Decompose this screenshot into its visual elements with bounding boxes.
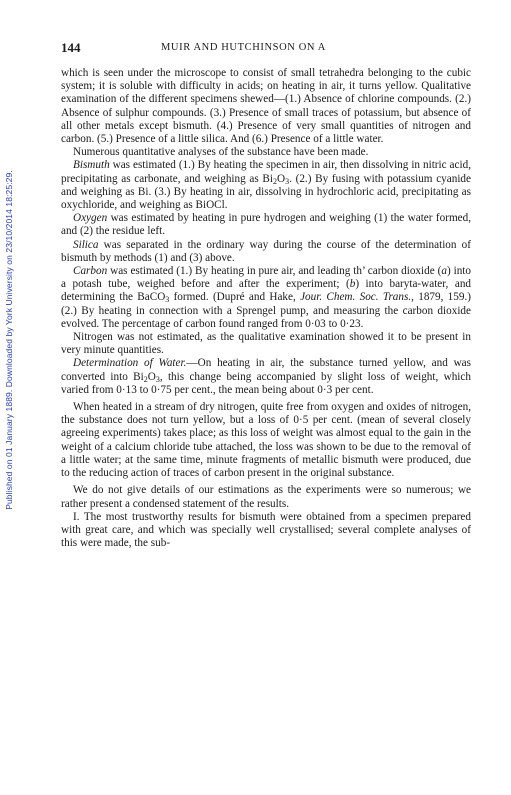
paragraph-nitrogen: Nitrogen was not estimated, as the qualitative examination showed it to be present in very minute quantities. [61, 331, 471, 357]
page-number: 144 [61, 40, 81, 55]
paragraph-water-determination: Determination of Water.—On heating in air, the substance turned yellow, and was converted into $Bi_2O_3$, this change being accompanied by slight loss of weight, which varied from 0·13 to 0·75 per cent., the mean being about 0·3 per cent. [61, 357, 472, 396]
paragraph-details-note: We do not give details of our estimations as the experiments were so numerous; we rather present a condensed statement of the results. [61, 484, 471, 510]
paragraph-silica: Silica was separated in the ordinary way during the course of the determination of bismuth by methods (1) and (3) above. [61, 238, 471, 264]
paragraph-nitrogen-stream: When heated in a stream of dry nitrogen, quite free from oxygen and oxides of nitrogen, the substance does not turn yellow, but a loss of 0·5 per cent. (mean of several closely agreeing experiments) takes place; as this loss of weight was almost equal to the gain in the weight of a calcium chloride tube attached, the loss was shown to be due to the removal of a little water; at the same time, minute fragments of metallic bismuth were produced, due to the reducing action of traces of carbon present in the original substance. [61, 401, 471, 480]
page-header [61, 40, 471, 56]
paragraph-carbon: Carbon was estimated (1.) By heating in pure air, and leading th’ carbon dioxide (a) into a potash tube, weighed before and after the experiment; (b) into baryta-water, and determining the BaCO$_3$ formed. (Dupré and Hake, Jour. Chem. Soc. Trans., 1879, 159.) (2.) By heating in connection with a Sprengel pump, and measuring the carbon dioxide evolved. The percentage of carbon found ranged from 0·03 to 0·23. [61, 265, 472, 330]
running-head: MUIR AND HUTCHINSON ON A [161, 42, 326, 53]
run-in-heading-silica: Silica [73, 238, 99, 251]
run-in-heading-bismuth: Bismuth [73, 159, 110, 172]
download-watermark-text: Published on 01 January 1889. Downloaded by York University on 23/10/2014 18:25:29. [4, 170, 14, 510]
paragraph-quantitative-intro: Numerous quantitative analyses of the substance have been made. [73, 146, 369, 159]
run-in-heading-water: Determination of Water. [73, 357, 187, 370]
download-watermark [2, 100, 16, 580]
paragraph-bismuth-results: I. The most trustworthy results for bismuth were obtained from a specimen prepared with great care, and which was specially well crystallised; several complete analyses of this were made, the sub- [61, 510, 471, 550]
paragraph-oxygen: Oxygen was estimated by heating in pure hydrogen and weighing (1) the water formed, and (2) the residue left. [61, 212, 471, 238]
article-body [61, 67, 471, 550]
run-in-heading-oxygen: Oxygen [73, 212, 108, 225]
paragraph-bismuth: Bismuth was estimated (1.) By heating the specimen in air, then dissolving in nitric acid, precipitating as carbonate, and weighing as $Bi_2O_3$. (2.) By fusing with potassium cyanide and weighing as Bi. (3.) By heating in air, dissolving in hydrochloric acid, precipitating as oxychloride, and weighing as BiOCl. [61, 159, 471, 212]
journal-citation: Jour. Chem. Soc. Trans. [300, 291, 412, 304]
paragraph-qualitative-examination: which is seen under the microscope to consist of small tetrahedra belonging to the cubic system; it is soluble with difficulty in acids; on heating in air, it turns yellow. Qualitative examination of the different specimens shewed—(1.) Absence of chlorine compounds. (2.) Absence of sulphur compounds. (3.) Presence of small traces of potassium, but absence of all other metals except bismuth. (4.) Presence of very small quantities of nitrogen and carbon. (5.) Presence of a little silica. And (6.) Presence of a little water. [61, 67, 471, 146]
run-in-heading-carbon: Carbon [73, 265, 108, 278]
